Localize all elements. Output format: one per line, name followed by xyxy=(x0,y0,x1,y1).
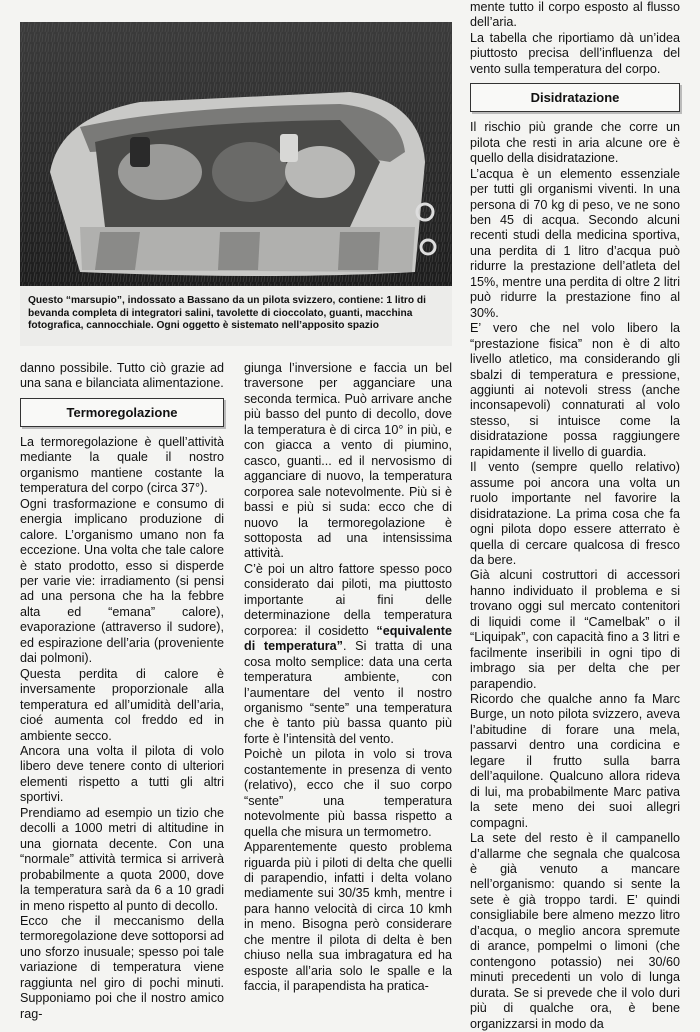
harness-pouch-photo xyxy=(20,22,452,286)
paragraph: Poichè un pilota in volo si trova costantemente in presenza di vento (relativo), ecco che il suo corpo “sente” una temperatura notevolmente più bassa rispetto a quella che misura un termometro. xyxy=(244,747,452,839)
paragraph: Il rischio più grande che corre un pilota che resti in aria alcune ore è quello della disidratazione. xyxy=(470,120,680,166)
paragraph: mente tutto il corpo esposto al flusso dell’aria. xyxy=(470,0,680,30)
photo-illustration xyxy=(20,22,452,286)
paragraph: E’ vero che nel volo libero la “prestazione fisica” non è di alto livello atletico, ma considerando gli sbalzi di temperatura e pressione, aggiunti ai notevoli stress (anche inconsapevoli) connaturati al volo stesso, si intuisce come la disidratazione possa raggiungere rapidamente il livello di guardia. xyxy=(470,321,680,459)
text-column-left xyxy=(20,361,224,1021)
text-run: . Si tratta di una cosa molto semplice: data una certa temperatura ambiente, con l’aumentare del vento il nostro organismo “sente” una temperatura che è tanto più bassa quanto più forte è l’intensità del vento. xyxy=(244,639,452,746)
paragraph: Prendiamo ad esempio un tizio che decolli a 1000 metri di altitudine in una giornata decente. Con una “normale” attività termica si arriverà probabilmente a quota 2000, dove la temperatura sarà da 6 a 10 gradi in meno rispetto al punto di decollo. xyxy=(20,805,224,913)
paragraph: Ecco che il meccanismo della termoregolazione deve sottoporsi ad uno sforzo inusuale; spesso poi tale variazione di temperatura viene raggiunta nel giro di pochi minuti. Supponiamo poi che il nostro amico rag- xyxy=(20,913,224,1021)
paragraph: La termoregolazione è quell’attività mediante la quale il nostro organismo mantiene costante la temperatura del corpo (circa 37°). xyxy=(20,434,224,496)
paragraph: Questa perdita di calore è inversamente proporzionale alla temperatura ed all’umidità dell’aria, cioé aumenta col freddo ed in ambiente secco. xyxy=(20,666,224,743)
section-heading-termoregolazione: Termoregolazione xyxy=(20,398,224,427)
text-run: C’è poi un altro fattore spesso poco considerato dai piloti, ma piuttosto importante ai fini delle determinazione della temperatura corporea: il cosidetto xyxy=(244,561,452,638)
paragraph: Apparentemente questo problema riguarda più i piloti di delta che quelli di parapendio, infatti i delta volano mediamente sui 30/35 kmh, mentre i para hanno velocità di circa 10 kmh in meno. Bisogna però considerare che mentre il pilota di delta è ben chiuso nella sua imbragatura ed ha esposte all’aria solo le spalle e la faccia, il parapendista ha pratica- xyxy=(244,840,452,994)
paragraph: danno possibile. Tutto ciò grazie ad una sana e bilanciata alimentazione. xyxy=(20,361,224,391)
photo-caption: Questo “marsupio”, indossato a Bassano da un pilota svizzero, contiene: 1 litro di bevanda completa di integratori salini, tavolette di cioccolato, guanti, macchina fotografica, cannocchiale. Ogni oggetto è sistemato nell’apposito spazio xyxy=(20,286,452,346)
text-column-middle xyxy=(244,361,452,994)
paragraph-equivalente xyxy=(244,562,452,747)
paragraph: giunga l’inversione e faccia un bel traversone per agganciare una seconda termica. Può arrivare anche più basso del punto di decollo, dove la temperatura è di circa 10° in più, e con giacca a vento di piumino, casco, guanti... ed il nervosismo di agganciare di nuovo, la temperatura corporea sale notevolmente. Più si è bassi e più si suda: ecco che di nuovo la termoregolazione è sottoposta ad una intensissima attività. xyxy=(244,361,452,561)
paragraph: Ancora una volta il pilota di volo libero deve tenere conto di ulteriori elementi rispetto a tutti gli altri sportivi. xyxy=(20,743,224,805)
paragraph: Già alcuni costruttori di accessori hanno individuato il problema e si trovano oggi sul mercato contenitori di liquidi come il “Camelbak” o il “Liquipak”, con capacità fino a 3 litri e facilmente inseribili in ogni tipo di imbrago sia per delta che per parapendio. xyxy=(470,568,680,691)
paragraph: Il vento (sempre quello relativo) assume poi ancora una volta un ruolo importante nel favorire la disidratazione. La prima cosa che fa ogni pilota dopo essere atterrato è quella di cercare qualcosa di fresco da bere. xyxy=(470,460,680,567)
text-column-right xyxy=(470,0,680,1031)
paragraph: La tabella che riportiamo dà un’idea piuttosto precisa dell’influenza del vento sulla temperatura del corpo. xyxy=(470,30,680,76)
paragraph: Ogni trasformazione e consumo di energia implicano produzione di calore. L’organismo umano non fa eccezione. Una volta che tale calore è stato prodotto, esso si disperde per varie vie: irradiamento (si pensi ad una persona che ha la febbre alta ed “emana” calore), evaporazione (attraverso il sudore), ed espirazione dell’aria (proveniente dai polmoni). xyxy=(20,496,224,666)
emphasis-term: “equivalente di temperatura” xyxy=(244,623,452,654)
paragraph: L’acqua è un elemento essenziale per tutti gli organismi viventi. In una persona di 70 kg di peso, ve ne sono ben 45 di acqua. Secondo alcuni recenti studi della medicina sportiva, una perdita di 1 litro d’acqua può ridurre la prestazione dell’atleta del 15%, mentre una perdita di oltre 2 litri può ridurre la prestazione fino al 30%. xyxy=(470,166,680,320)
paragraph: Ricordo che qualche anno fa Marc Burge, un noto pilota svizzero, aveva l’abitudine di forare una mela, passarvi dentro una cordicina e legare il frutto sulla barra dell’aquilone. Qualcuno allora rideva di lui, ma probabilmente Marc pativa la sete meno dei suoi allegri compagni. xyxy=(470,692,680,830)
paragraph: La sete del resto è il campanello d’allarme che segnala che qualcosa è già venuto a mancare nell’organismo: quando si sente la sete è già troppo tardi. E’ quindi consigliabile bere almeno mezzo litro d’acqua, o meglio ancora spremute di arance, pompelmi o limoni (che contengono potassio) nei 30/60 minuti precedenti un volo di lunga durata. Se si prevede che il volo duri più di qualche ora, è bene organizzarsi in modo da xyxy=(470,831,680,1031)
section-heading-disidratazione: Disidratazione xyxy=(470,83,680,112)
